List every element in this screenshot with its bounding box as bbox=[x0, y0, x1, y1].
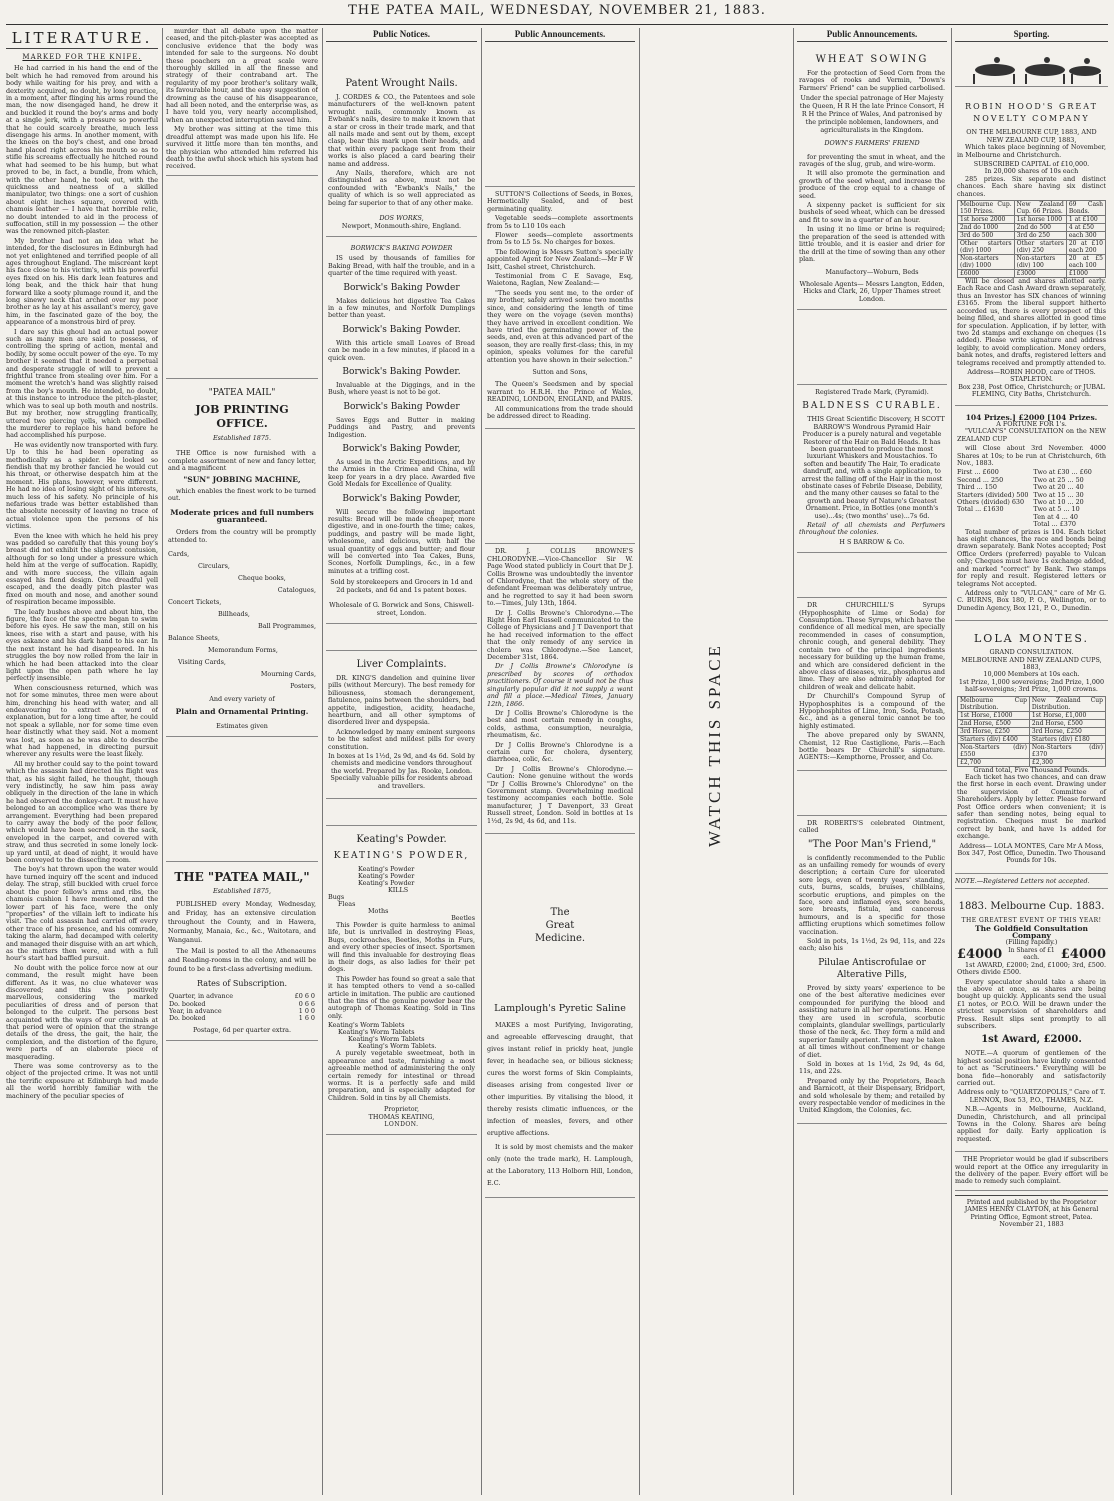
downs-text: In using it no lime or brine is required; the preparation of the seed is attended with little trouble, and it is easier and drier for the drill at the time of sowing than any other plan. bbox=[799, 225, 945, 263]
nails-text: Any Nails, therefore, which are not distinguished as above, must not be confounded with "Ewbank's Nails," the quality of which is so well appreciated as being far superior to that of any other make. bbox=[328, 169, 475, 207]
section-heading-literature: LITERATURE. bbox=[6, 28, 158, 49]
keating-name: THOMAS KEATING, bbox=[368, 1112, 435, 1121]
wheat-text: For the protection of Seed Corn from the ravages of rooks and Vermin, "Down's Farmers' Friend" can be supplied carbolised. bbox=[799, 69, 945, 92]
lola-members: 10,000 Members at 10s each. bbox=[983, 670, 1080, 679]
sutton-text: The following is Messrs Sutton's specially appointed Agent for New Zealand:—Mr F W Isitt, Cashel street, Christchurch. bbox=[487, 247, 633, 271]
job-item: Balance Sheets, bbox=[168, 634, 220, 643]
story-paragraph: murder that all debate upon the matter ceased, and the pitch-plaster was accepted as conclusive evidence that the body was intended for sale to the surgeons. No doubt these poachers on a great scale were thoroughly skilled in all the finesse and strategy of their contraband art. The regularity of my poor brother's solitary walk, its favourable hour, and the easy suggestion of drowning as the cause of his disappearance, had all been noted, and the enterprise was, as I have told you, very nearly accomplished, when an unexpected interruption saved him. bbox=[166, 28, 318, 124]
column-rule bbox=[793, 28, 794, 1495]
dos-works: DOS WORKS, bbox=[379, 214, 424, 223]
liver-text: In boxes at 1s 1½d, 2s 9d, and 4s 6d. Sold by chemists and medicine vendors throughout the world. Prepared by Jas. Rooke, London. Specially valuable pills for residents abroad and travellers. bbox=[328, 751, 475, 790]
story-title: MARKED FOR THE KNIFE. bbox=[22, 53, 142, 61]
pilulae-text: Sold in boxes at 1s 1½d, 2s 9d, 4s 6d, 11s, and 22s. bbox=[799, 1059, 945, 1076]
downs-text: A sixpenny packet is sufficient for six bushels of seed wheat, which can be dressed and fit to sow in a quarter of an hour. bbox=[799, 201, 945, 224]
cup-company: The Goldfield Consultation Company bbox=[975, 923, 1088, 941]
prize-row: Other starters (div) 1000 Other starters (div) 250 20 at £10 each 200 bbox=[958, 240, 1106, 255]
sutton-sons: Sutton and Sons, bbox=[532, 367, 588, 376]
keating-worm: Keating's Worm Tablets bbox=[328, 1021, 405, 1030]
prize-row: Non-Starters (div) £550 Non-Starters (div) £370 bbox=[958, 743, 1106, 758]
lola-prizes: 1st Prize, 1,000 sovereigns; 2nd Prize, 1,000 half-sovereigns; 3rd Prize, 1,000 crowns. bbox=[958, 677, 1105, 694]
keating-ad bbox=[326, 825, 477, 1135]
column-announcements-2 bbox=[797, 28, 947, 1495]
job-moderate: Moderate prices and full numbers guaranteed. bbox=[170, 507, 314, 524]
borwick-block-text: With this article small Loaves of Bread can be made in a few minutes, if placed in a quick oven. bbox=[328, 338, 475, 362]
churchill-ad bbox=[797, 597, 947, 771]
vulcan-address: Address only to "VULCAN," care of Mr G. C. BURNS, Box 180, P. O., Wellington, or to Dunedin Agency, Box 121, P. O., Dunedin. bbox=[957, 588, 1106, 612]
dos-place: Newport, Monmouth-shire, England. bbox=[341, 221, 462, 230]
liver-text: DR. KING'S dandelion and quinine liver pills (without Mercury). The best remedy for biliousness, stomach derangement, flatulence, pains between the shoulders, bad appetite, indigestion, acidity, headache, heartburn, and all other symptoms of disordered liver and dyspepsia. bbox=[328, 673, 475, 727]
vulcan-prize: Starters (divided) 500 bbox=[957, 490, 1029, 499]
robin-capital: SUBSCRIBED CAPITAL of £10,000. bbox=[973, 160, 1090, 169]
imprint-text: Printed and published by the Proprietor JAMES HENRY CLAYTON, at his General Printing Office, Egmont street, Patea. bbox=[964, 1197, 1099, 1221]
rate-row: Quarter, in advance £0 6 0 bbox=[169, 992, 315, 1001]
job-item: Posters, bbox=[290, 682, 316, 691]
sutton-text: Testimonial from C E Savage, Esq, Waietona, Raglan, New Zealand:— bbox=[487, 272, 633, 288]
churchill-text: The above prepared only by SWANN, Chemist, 12 Rue Castiglione, Paris.—Each bottle bears Dr Churchill's signature. AGENTS:—Kempthorne, Prosser, and Co. bbox=[799, 731, 945, 762]
lola-on: MELBOURNE AND NEW ZEALAND CUPS, 1883, bbox=[961, 655, 1102, 671]
collis-ad bbox=[485, 543, 635, 834]
blank-space bbox=[166, 178, 318, 378]
vulcan-prize: First ... £600 bbox=[957, 468, 999, 477]
lamplough-text: MAKES a most Purifying, Invigorating, and agreeable effervescing draught, that gives instant relief in prickly heat, jungle fever, in headache sea, or bilious sickness; cures the worst forms of Skin Complaints, diseases arising from congested liver or other impurities. By vitalising the blood, it thereby resists climatic influences, or the infection of measles, fevers, and other eruptive affections. bbox=[487, 1021, 633, 1137]
patea-mail-filed: The Mail is posted to all the Athenaeums and Reading-rooms in the colony, and will be found to be a first-class advertising medium. bbox=[168, 946, 316, 973]
section-heading-sporting: Sporting. bbox=[955, 28, 1108, 42]
racehorses-engraving bbox=[955, 48, 1108, 87]
keating-line: Keating's Powder bbox=[358, 879, 415, 887]
borwick-block-text: Saves Eggs and Butter in making Puddings and Pastry, and prevents Indigestion. bbox=[328, 415, 475, 439]
borwick-ad bbox=[326, 241, 477, 624]
prize-row: 1st Horse, £1000 1st Horse, £1,000 bbox=[958, 711, 1106, 719]
downs-wholesale: Wholesale Agents— Messrs Langton, Edden, Hicks and Clark, 26, Upper Thames street London. bbox=[799, 279, 945, 303]
vulcan-prize: Third ... 150 bbox=[957, 483, 997, 492]
goldfield-ad bbox=[955, 893, 1108, 1152]
job-estimates: Estimates given bbox=[216, 722, 268, 730]
collis-text: Dr J Collis Browne's Chlorodyne is a certain cure for cholera, dysentery, diarrhoea, colic, &c. bbox=[487, 740, 633, 764]
wheat-patron: Under the special patronage of Her Majesty the Queen, H R H the late Prince Consort, H R H the Prince of Wales, And patronised by the principle noblemen, landowners, and agriculturalists in the Kingdom. bbox=[799, 94, 945, 135]
story-paragraph: There was some controversy as to the object of the projected crime. It was not until the terrific exposure at Edinburgh had made all the world horribly familiar with the machinery of the peculiar species of bbox=[6, 1062, 158, 1100]
imprint bbox=[955, 1195, 1108, 1229]
cup-shares: In Shares of £1 each. bbox=[1008, 946, 1055, 962]
job-item: Memorandum Forms, bbox=[208, 646, 278, 655]
liver-title: Liver Complaints. bbox=[356, 658, 447, 670]
keating-line: Keating's Powder bbox=[358, 872, 415, 880]
robin-draw: Will be closed and shares allotted early. Each Race and Cash Award drawn separately, thus an Investor has SIX chances of winning £3165. From the liberal support hitherto accorded us, there is every prospect of this being filled, and shares allotted in good time for speculation. Application, if by letter, with two 2d stamps and exchange on cheques (1s added). Please write signature and address legibly, to avoid complication. Money orders, bank notes, and drafts, registered letters and telegrams received and promptly attended to. bbox=[957, 277, 1106, 367]
column-announcements bbox=[485, 28, 635, 1495]
sutton-text: The Queen's Seedsmen and by special warrant to H.R.H. the Prince of Wales, READING, LONDON, ENGLAND, and PARIS. bbox=[487, 380, 633, 404]
robin-hood-ad bbox=[955, 93, 1108, 405]
job-intro: THE Office is now furnished with a complete assortment of new and fancy letter, and a magnificent bbox=[168, 449, 316, 472]
collis-text: Dr J Collis Browne's Chlorodyne is the best and most certain remedy in coughs, colds, asthma, consumption, neuralgia, rheumatism, &c. bbox=[487, 708, 633, 740]
borwick-head: BORWICK'S BAKING POWDER bbox=[350, 243, 453, 252]
column-two bbox=[166, 28, 318, 1495]
blank-space bbox=[166, 741, 318, 861]
award-nb: N.B.—Agents in Melbourne, Auckland, Dunedin, Christchurch, and all principal Towns in the Colony. Shares are being applied for daily. Early application is requested. bbox=[957, 1105, 1106, 1143]
column-literature bbox=[6, 28, 158, 1495]
downs-text: It will also promote the germination and growth of the seed wheat, and increase the produce of the crop equal to a change of seed. bbox=[799, 169, 945, 200]
prize-row: 3rd do 500 3rd do 250 each 300 bbox=[958, 232, 1106, 240]
baldness-sold: Retail of all chemists and Perfumers throughout the colonies. bbox=[799, 521, 945, 537]
patea-mail-text: PUBLISHED every Monday, Wednesday, and Friday, has an extensive circulation throughout the County, and in Hawera, Normanby, Manaia, &c., &c., Waitotara, and Wanganui. bbox=[168, 899, 316, 944]
prize-row: £6000 £3000 £1000 bbox=[958, 270, 1106, 278]
robin-prize-table bbox=[957, 200, 1106, 278]
pilulae-text: Proved by sixty years' experience to be one of the best alterative medicines ever compounded for purifying the blood and assisting nature in all her operations. Hence they are used in scrofula, scorbutic complaints, glandular swellings, particularly those of the neck, &c. They form a mild and superior family aperient. They may be taken at all times without confinement or change of diet. bbox=[799, 983, 945, 1059]
robin-sub: ON THE MELBOURNE CUP, 1883, AND NEW ZEALAND CUP, 1883, bbox=[966, 128, 1097, 144]
proprietor-note: THE Proprietor would be glad if subscribers would report at the Office any irregularity in the delivery of the paper. Every effort will be made to remedy such complaint. bbox=[955, 1156, 1108, 1191]
lola-address: Address— LOLA MONTES, Care Mr A Moss, Box 347, Post Office, Dunedin. Two Thousand Pounds for 10s. bbox=[957, 841, 1106, 865]
lola-title: LOLA MONTES. bbox=[974, 632, 1089, 646]
vulcan-bond: Two at 15 ... 30 bbox=[1033, 490, 1084, 499]
prize-row: 3rd Horse, £250 3rd Horse, £250 bbox=[958, 727, 1106, 735]
job-machine: "SUN" JOBBING MACHINE, bbox=[183, 475, 301, 485]
vulcan-prize: Second ... 250 bbox=[957, 475, 1004, 484]
keating-line: KILLS bbox=[388, 886, 409, 894]
vulcan-prize: Total ... £1630 bbox=[957, 505, 1004, 514]
downs-mfr: Manufactory—Woburn, Beds bbox=[825, 268, 919, 277]
baldness-tm: Registered Trade Mark, (Pyramid). bbox=[815, 387, 929, 396]
sutton-text: "The seeds you sent me, to the order of my brother, safely arrived some two months since, and considering the length of time they were on the voyage (seven months) they have arrived in excellent condition. We have tried the germinating power of the seeds, and, even at this advanced part of the season, they are really first-class; this, in my opinion, speaks volumes for the careful attention you have shown in their selection." bbox=[487, 288, 633, 364]
borwick-block-text: Makes delicious hot digestive Tea Cakes in a few minutes, and Norfolk Dumplings better than yeast. bbox=[328, 296, 475, 320]
keating-place: LONDON. bbox=[384, 1120, 419, 1128]
keating-text: This Powder has found so great a sale that it has tempted others to vend a so-called article in imitation. The public are cautioned that the tins of the genuine powder bear the autograph of Thomas Keating. Sold in Tins only. bbox=[328, 974, 475, 1020]
story-paragraph: Even the knee with which he held his prey was padded so carefully that this young boy's breast did not exhibit the slightest contusion, although for so long under a pressure which held him at the verge of suffocation. Rapidly, and with more success, the villain again essayed his fiend design. One dreadful yell escaped, and the deadly pitch plaster was fixed on mouth and nose, and another sound of respiration became impossible. bbox=[6, 531, 158, 607]
column-rule bbox=[481, 28, 482, 1495]
cup-filling: (Filling rapidly.) bbox=[1005, 938, 1058, 947]
nails-ad bbox=[326, 70, 477, 237]
prize-row: 2nd do 1000 2nd do 500 4 at £50 bbox=[958, 224, 1106, 232]
vulcan-title: "VULCAN'S" CONSULTATION on the NEW ZEALAND CUP bbox=[957, 427, 1106, 443]
story-paragraph: All my brother could say to the point toward which the assassin had directed his flight was that, as his sight failed, he thought, though very indistinctly, he saw him pass away obliquely in the direction of the lane in which he had observed the donkey-cart. It must have belonged to an accomplice who was there by arrangement. Everything had been prepared to carry away the body of the poor fellow, which would have been secreted in the sack, enveloped in the carpet, and covered with straw, and thus secreted in some lonely lock-up yard until, at dead of night, it would have been conveyed to the dissecting room. bbox=[6, 759, 158, 865]
award-address: Address only to "QUARTZOPOLIS," Care of T. LENNOX, Box 53, P.O., THAMES, N.Z. bbox=[957, 1088, 1106, 1104]
lola-prize-table bbox=[957, 696, 1106, 767]
vulcan-prize: Others (divided) 630 bbox=[957, 498, 1025, 507]
rates-title: Rates of Subscription. bbox=[196, 978, 288, 988]
downs-text: for preventing the smut in wheat, and the ravages of the slug, grub, and wire-worm. bbox=[799, 152, 945, 169]
job-machine-sub: which enables the finest work to be turned out. bbox=[168, 486, 316, 503]
cup-amount: £4000 bbox=[1060, 946, 1106, 962]
job-item: Billheads, bbox=[218, 610, 250, 619]
patea-mail-title: THE "PATEA MAIL," bbox=[174, 870, 310, 885]
job-item: Cards, bbox=[168, 550, 190, 559]
lamplough-text: It is sold by most chemists and the maker only (note the trade mark), H. Lamplough, at the Laboratory, 113 Holborn Hill, London, E.C. bbox=[487, 1143, 633, 1187]
job-item: Mourning Cards, bbox=[260, 670, 316, 679]
borwick-block-text: Will secure the following important results: Bread will be made cheaper, more digestive, and in one-fourth the time; cakes, puddings, and pastry will be made light, wholesome, and delicious, with half the usual quantity of eggs and butter; and flour will be converted into Tea Cakes, Buns, Scones, Norfolk Dumplings, &c., in a few minutes at a trifling cost. bbox=[328, 507, 475, 575]
poor-title: "The Poor Man's Friend," bbox=[807, 838, 937, 850]
story-paragraph: He had carried in his hand the end of the belt which he had removed from around his body while waiting for his prey, and with a dexterity acquired, no doubt, by long practice, in a moment, after flinging his arms round the man, the now disengaged hand, he drew it and buckled it round the boy's arms and body at a single jerk, with a pressure so powerful that he could scarcely breathe, much less disengage his arms. In another moment, with the knees on the boy's chest, and one broad hand placed right across his mouth so as to stifle his screams effectually he hitched round what had seemed to be his hump, but what proved to be, in fact, a bundle, from which, with the other hand, he took out, with the quickness and neatness of a skilled manipulator, two things: one a sort of cushion about eight inches square, covered with chamois leather — I have that horrible relic, no doubt intended to aid in the process of suffocation, still in my possession — the other was the renowned pitch-plaster. bbox=[6, 64, 158, 236]
liver-ad bbox=[326, 650, 477, 799]
nails-text: J. CORDES & CO., the Patentees and sole manufacturers of the well-known patent wrought nails, commonly known as Ewbank's nails, desire to make it known that a star or cross in their trade mark, and that all nails made and sent out by them, except clasp, bear this mark upon their heads, and that within every package sent from their works is also placed a card bearing their name and address. bbox=[328, 93, 475, 168]
collis-text: Dr J Collis Browne's Chlorodyne.—Caution: None genuine without the words "Dr J Collis Browne's Chlorodyne" on the Government stamp. Overwhelming medical testimony accompanies each bottle. Sole manufacturer, J T Davenport, 33 Great Russell street, London. Sold in bottles at 1s 1½d, 2s 9d, 4s 6d, and 11s. bbox=[487, 764, 633, 825]
story-paragraph: I dare say this ghoul had an actual power such as many men are said to possess, of controlling the spring of action, mental and bodily, by some occult power of the eye. To my brother it seemed that it needed a perpetual and desperate struggle of will to prevent a frightful trance from stealing over him. For a moment the wretch's hand was slightly raised from the boy's mouth. He intended, no doubt, at this instance to introduce the pitch-plaster, which was to seal up both mouth and nostrils. But my brother, now struggling frantically, uttered two piercing yells, which compelled the murderer to replace his hand before he had accomplished his purpose. bbox=[6, 327, 158, 440]
baldness-ad bbox=[797, 384, 947, 553]
job-item: Circulars, bbox=[198, 562, 230, 571]
sutton-text: Flower seeds—complete assortments from 5s to L5 5s. No charges for boxes. bbox=[487, 231, 633, 247]
robin-shares: In 20,000 shares of 10s each bbox=[984, 167, 1079, 176]
borwick-sold: Sold by storekeepers and Grocers in 1d and 2d packets, and 6d and 1s patent boxes. bbox=[330, 578, 473, 594]
collis-text: Dr J Collis Browne's Chlorodyne is prescribed by scores of orthodox practitioners. Of course it would not be thus singularly popular did it not supply a want and fill a place.—Medical Times, January 12th, 1866. bbox=[487, 662, 633, 708]
poor-sold: Sold in pots, 1s 1½d, 2s 9d, 11s, and 22s each; also his bbox=[799, 937, 945, 953]
vulcan-fortune: A FORTUNE FOR 1's. bbox=[996, 419, 1067, 428]
keating-worm: Keating's Worm Tablets. bbox=[358, 1042, 437, 1051]
column-rule bbox=[322, 28, 323, 1495]
rate-row: Do. booked 0 6 6 bbox=[169, 999, 315, 1008]
churchill-text: DR CHURCHILL'S Syrups (Hypophosphite of Lime or Soda) for Consumption. These Syrups, which have the confidence of all medical men, are specially recommended in cases of consumption, chronic cough, and general debility. They contain two of the principal ingredients necessary for building up the human frame, and which are considered deficient in the above class of diseases, viz., phosphorus and lime. They are also admirably adapted for children of weak and delicate habit. bbox=[799, 601, 945, 691]
vulcan-text: will Close about 3rd November. 4000 Shares at 10s; to be run at Christchurch, 6th Nov., 1883. bbox=[957, 444, 1106, 467]
liver-text: Acknowledged by many eminent surgeons to be the safest and mildest pills for every constitution. bbox=[328, 727, 475, 751]
story-paragraph: The boy's hat thrown upon the water would have turned inquiry off the scent and induced delay. The strap, still buckled with cruel force about the poor fellow's arms and ribs, the chamois cushion I have mentioned, and the lower part of his face, were the only "properties" of the villain left to indicate his visit. The cold assassin had carried off every other trace of his presence, and his comrade, taking the alarm, had decamped with celerity and managed their disguise with an art which, as the matters then were, and with a full hour's start had baffled pursuit. bbox=[6, 865, 158, 963]
borwick-block-title: Borwick's Baking Powder. bbox=[342, 366, 461, 377]
story-paragraph: My brother had not an idea what he intended, for the disclosures in Edinburgh had not yet enlightened and terrified people of all ages throughout England. The miscreant kept his face close to his victim's, with his powerful eyes fixed on his. His dark lean features and long beak, and the thick hair that hung forward like a sooty plumage round it, and the long sinewy neck that arched over my poor brother as he lay at his assailant's mercy, gave him, in the fascinated gaze of the boy, the appearance of a monstrous bird of prey. bbox=[6, 236, 158, 327]
award-text: NOTE.—A quorum of gentlemen of the highest social position have kindly consented to act as "Scrutineers." Everything will be bona fide—honorably and satisfactorily carried out. bbox=[957, 1049, 1106, 1087]
keating-line: Bugs bbox=[328, 893, 345, 901]
keating-worm: Keating's Worm Tablets bbox=[338, 1028, 415, 1037]
baldness-title: BALDNESS CURABLE. bbox=[802, 401, 942, 412]
prize-row: 1st horse 2000 1st horse 1000 1 at £100 bbox=[958, 216, 1106, 224]
vulcan-banner: 104 Prizes.] £2000 [104 Prizes. bbox=[965, 412, 1098, 422]
prize-row: Melbourne Cup Distribution. New Zealand Cup Distribution. bbox=[958, 696, 1106, 711]
keating-title: Keating's Powder. bbox=[356, 834, 447, 845]
story-paragraph: He was evidently now transported with fury. Up to this he had been operating as methodically as a spider. He looked so fiendish that my brother fancied he would cut his throat, or otherwise despatch him at the moment. His plans, however, were different. He had no idea of losing sight of his interests, much less of his safety. No principle of his nefarious trade was better established than the absolute necessity of leaving no trace of actual violence upon the persons of his victims. bbox=[6, 440, 158, 531]
cup-amount: £4000 bbox=[957, 946, 1003, 962]
job-item: Visiting Cards, bbox=[178, 658, 226, 667]
cup-text: Every speculator should take a share in the above at once, as shares are being bought up quickly. Applicants send the usual £1 notes, or P.O.O. Will be drawn under the strictest supervision of shareholders and Press. Result slips sent promptly to all subscribers. bbox=[957, 977, 1106, 1030]
keating-line: Moths bbox=[368, 907, 389, 915]
prize-row: £2,700 £2,300 bbox=[958, 758, 1106, 766]
job-title: JOB PRINTING OFFICE. bbox=[195, 402, 289, 430]
cup-event: THE GREATEST EVENT OF THIS YEAR! bbox=[961, 917, 1102, 925]
poor-text: is confidently recommended to the Public as an unfailing remedy for wounds of every description; a certain Cure for ulcerated sore legs, even of twenty years' standing, cuts, burns, scalds, bruises, chilblains, scorbutic eruptions, and pimples on the face, sore and inflamed eyes, sore heads, sore breasts, fistula, and cancerous humours, and is a specific for those afflicting eruptions which sometimes follow vaccination. bbox=[799, 853, 945, 936]
cup-title: 1883. Melbourne Cup. 1883. bbox=[958, 901, 1105, 913]
churchill-text: Dr Churchill's Compound Syrup of Hypophosphites is a compound of the Hypophosphites of Lime, Iron, Soda, Potash, &c., and as a general tonic cannot be too highly estimated. bbox=[799, 692, 945, 730]
borwick-block-title: Borwick's Baking Powder, bbox=[342, 444, 461, 454]
vulcan-info: Total number of prizes is 104. Each ticket has eight chances, the race and bonds being drawn separately. Bank Notes accepted; Post Office Orders (preferred) payable to Vulcan only; Cheques must have 1s exchange added, and marked "correct" by Bank. Two stamps for reply and result. Registered letters or telegrams Not accepted. bbox=[957, 527, 1106, 588]
masthead: THE PATEA MAIL, WEDNESDAY, NOVEMBER 21, 1883. bbox=[348, 3, 766, 18]
baldness-text: THIS Great Scientific Discovery, H SCOTT BARROW'S Wondrous Pyramid Hair Producer is a purely natural and vegetable Restorer of the Hair on Bald Heads. It has been guaranteed to produce the most luxuriant Whiskers and Moustachios. To soften and beautify The Hair, To eradicate dandruff, and, with a single application, to arrest the falling off of the Hair in the most obstinate cases of Febrile Disease, Debility, and the many other causes so fatal to the growth and beauty of Nature's Greatest Ornament. Price, in Bottles (one month's use)...4s; (two months' use)...7s 6d. bbox=[801, 415, 945, 520]
rates-table bbox=[168, 993, 316, 1023]
borwick-block-title: Borwick's Baking Powder, bbox=[342, 493, 461, 504]
vulcan-ad bbox=[955, 410, 1108, 622]
borwick-block-title: Borwick's Baking Powder bbox=[343, 401, 460, 412]
sutton-ad bbox=[485, 186, 635, 429]
registered-note: NOTE.—Registered Letters not accepted. bbox=[955, 878, 1108, 889]
vulcan-bond: Two at 5 ... 10 bbox=[1033, 505, 1080, 514]
keating-worm: Keating's Worm Tablets bbox=[348, 1035, 425, 1044]
job-item: Concert Tickets, bbox=[168, 598, 222, 607]
robin-text: Which takes place beginning of November, in Melbourne and Christchurch. bbox=[957, 143, 1106, 159]
prize-row: 2nd Horse, £500 2nd Horse, £500 bbox=[958, 719, 1106, 727]
prize-row: Starters (div) £400 Starters (div) £180 bbox=[958, 735, 1106, 743]
job-variety: And every variety of bbox=[209, 695, 275, 704]
great-medicine: The Great Medicine. bbox=[534, 907, 586, 944]
column-rule bbox=[162, 28, 163, 1495]
keating-line: Fleas bbox=[338, 900, 356, 908]
vulcan-bond: Two at 25 ... 50 bbox=[1033, 475, 1084, 484]
pilulae-text: Prepared only by the Proprietors, Beach and Barnicott, at their Dispensary, Bridport, and sold wholesale by them; and retailed by every respectable vendor of medicines in the United Kingdom, the Colonies, &c. bbox=[799, 1076, 946, 1115]
lola-sub: GRAND CONSULTATION. bbox=[989, 648, 1074, 657]
story-paragraph: My brother was sitting at the time this dreadful attempt was made upon his life. He survived it little more than ten months, and the physician who attended him referred his death to the awful shock which his system had received. bbox=[166, 126, 318, 175]
keating-worm-text: A purely vegetable sweetmeat, both in appearance and taste, furnishing a most agreeable method of administering the only certain remedy for intestinal or thread worms. It is a perfectly safe and mild preparation, and is especially adapted for Children. Sold in tins by all Chemists. bbox=[328, 1049, 475, 1102]
sutton-text: All communications from the trade should be addressed direct to Reading. bbox=[487, 404, 633, 420]
vulcan-bond: Total ... £370 bbox=[1033, 520, 1076, 529]
job-plain: Plain and Ornamental Printing. bbox=[175, 706, 309, 716]
keating-head: KEATING'S POWDER, bbox=[333, 851, 470, 861]
section-heading-announcements: Public Announcements. bbox=[485, 28, 635, 42]
prize-row: Non-starters (div) 1000 Non-starters (div) 100 20 at £5 each 100 bbox=[958, 255, 1106, 270]
borwick-intro: IS used by thousands of families for Baking Bread, with half the trouble, and in a quarter of the time required with yeast. bbox=[328, 254, 475, 278]
robin-address: Address—ROBIN HOOD, care of THOS. STAPLETON. bbox=[967, 367, 1096, 384]
watch-this-space bbox=[660, 643, 770, 847]
borwick-block-title: Borwick's Baking Powder bbox=[343, 282, 460, 293]
section-heading-notices: Public Notices. bbox=[326, 28, 477, 42]
sutton-text: SUTTON'S Collections of Seeds, in Boxes, Hermetically Sealed, and of best germinating quality. bbox=[487, 190, 633, 213]
keating-text: This Powder is quite harmless to animal life, but is unrivalled in destroying Fleas, Bugs, cockroaches, Beetles, Moths in Furs, and every other species of insect. Sportsmen will find this invaluable for destroying fleas in their dogs, as also ladies for their pet dogs. bbox=[328, 921, 475, 974]
lola-montes-ad bbox=[955, 625, 1108, 874]
award-title: 1st Award, £2000. bbox=[981, 1034, 1082, 1046]
job-orders: Orders from the country will be promptly attended to. bbox=[168, 528, 316, 544]
collis-text: Dr J. Collis Browne's Chlorodyne.—The Right Hon Earl Russell communicated to the College of Physicians and J T Davenport that he had received information to the effect that the only remedy of any service in cholera was Chlorodyne.—See Lancet, December 31st, 1864. bbox=[487, 608, 633, 662]
robin-box: Box 238, Post Office, Christchurch; or JUBAL FLEMING, City Baths, Christchurch. bbox=[958, 382, 1105, 399]
sutton-text: Vegetable seeds—complete assortments from 5s to L10 10s each bbox=[487, 214, 633, 230]
borwick-block-text: As used in the Arctic Expeditions, and by the Armies in the Crimea and China, will keep for years in a dry place. Awarded five Gold Medals for Excellence of Quality. bbox=[328, 458, 475, 489]
watch-this-space-text: WATCH THIS SPACE bbox=[705, 643, 724, 847]
lamplough-title: Lamplough's Pyretic Saline bbox=[494, 1003, 626, 1014]
poor-mans-friend-ad bbox=[797, 815, 947, 1124]
column-sporting bbox=[955, 28, 1108, 1495]
patea-mail-established: Established 1875, bbox=[212, 887, 272, 896]
rate-row: Do. booked 1 6 0 bbox=[169, 1014, 315, 1023]
job-printing-ad bbox=[166, 378, 318, 738]
patea-mail-ad bbox=[166, 861, 318, 1041]
rate-row: Year, in advance 1 0 0 bbox=[169, 1007, 315, 1016]
robin-prizes: 285 prizes. Six separate and distinct chances. Each share having six distinct chances. bbox=[957, 174, 1106, 198]
keating-line: Keating's Powder bbox=[358, 865, 415, 873]
vulcan-bond: Two at 10 ... 20 bbox=[1033, 498, 1084, 507]
prize-row: Melbourne Cup. 150 Prizes. New Zealand Cup. 66 Prizes. 69 Cash Bonds. bbox=[958, 201, 1106, 216]
nails-title: Patent Wrought Nails. bbox=[345, 78, 458, 89]
keating-prop: Proprietor, bbox=[384, 1105, 419, 1114]
column-rule bbox=[951, 28, 952, 1495]
lola-text: Each ticket has two chances, and can draw the first horse in each event. Drawing under the supervision of Committee of Shareholders. Apply by letter. Please forward Post Office orders when convenient; it is safer than sending notes, being equal to registration. Cheques must be marked correct by bank, and have 1s added for exchange. bbox=[957, 772, 1106, 841]
rates-postage: Postage, 6d per quarter extra. bbox=[193, 1025, 291, 1034]
great-medicine-ad bbox=[485, 898, 635, 1198]
section-heading-announcements-2: Public Announcements. bbox=[797, 28, 947, 42]
story-paragraph: The leafy bushes above and about him, the figure, the face of the spectre began to swim before his eyes. He saw the man, still on his knees, rise with a start and pause, with his eyes askance and his dark hand to his ear. In the next instant he had disappeared. In his struggles the boy now rolled from the lair in which he had been attacked into the clear light upon the open path where he lay perfectly insensible. bbox=[6, 607, 158, 683]
downs-title: DOWN'S FARMERS' FRIEND bbox=[824, 139, 920, 148]
wheat-title: WHEAT SOWING bbox=[815, 54, 929, 65]
borwick-block-title: Borwick's Baking Powder. bbox=[342, 324, 461, 335]
lola-total: Grand total, Five Thousand Pounds. bbox=[973, 765, 1090, 774]
story-paragraph: No doubt with the police force now at our command, the result might have been different. As it was, no clue whatever was discovered; and this was positively marvellous, considering the marked peculiarities of dress and of person that belonged to the culprit. The persons best acquainted with the ways of our criminals at that period were of opinion that the strange details of the dress, the gait, the hair, the complexion, and the distortion of the figure, were parts of an elaborate piece of masquerading. bbox=[6, 963, 158, 1061]
imprint-date: November 21, 1883 bbox=[999, 1220, 1064, 1229]
job-item: Catalogues, bbox=[277, 586, 316, 595]
vulcan-bond: Two at 20 ... 40 bbox=[1033, 483, 1084, 492]
wheat-ad bbox=[797, 46, 947, 310]
job-established: Established 1875. bbox=[212, 433, 272, 442]
job-item: Ball Programmes, bbox=[258, 622, 316, 631]
pilulae-title: Pilulae Antiscrofulae or Alterative Pills, bbox=[818, 957, 926, 980]
vulcan-bond: Ten at 4 ... 40 bbox=[1033, 512, 1078, 521]
column-public-notices bbox=[326, 28, 477, 1495]
collis-text: DR. J. COLLIS BROWNE'S CHLORODYNE.—Vice-Chancellor Sir W. Page Wood stated publicly in Court that Dr J. Collis Browne was undoubtedly the inventor of Chlorodyne, that the whole story of the defendant Freeman was deliberately untrue, and he regretted to say it had been sworn to.—Times, July 13th, 1864. bbox=[487, 547, 633, 608]
baldness-co: H S BARROW & Co. bbox=[839, 537, 905, 546]
job-item: Cheque books, bbox=[238, 574, 286, 583]
vulcan-bond: Two at £30 ... £60 bbox=[1033, 468, 1092, 477]
borwick-wholesale: Wholesale of G. Borwick and Sons, Chiswell-street, London. bbox=[329, 601, 474, 617]
keating-line: Beetles bbox=[451, 914, 475, 922]
column-rule bbox=[639, 28, 640, 1495]
poor-intro: DR ROBERTS'S celebrated Ointment, called bbox=[799, 818, 945, 835]
borwick-block-text: Invaluable at the Diggings, and in the Bush, where yeast is not to be got. bbox=[328, 380, 475, 397]
job-quote: "PATEA MAIL" bbox=[208, 387, 276, 398]
cup-award: 1st AWARD, £2000; 2nd, £1000; 3rd, £500. Others divide £500. bbox=[957, 960, 1106, 977]
robin-title: ROBIN HOOD'S GREAT NOVELTY COMPANY bbox=[965, 102, 1098, 124]
masthead-rule bbox=[6, 24, 1108, 25]
story-paragraph: When consciousness returned, which was not for some minutes, three men were about him, drenching his head with water, and all endeavouring to extract a word of explanation, but for a long time after, he could not speak a syllable, nor for some time even hear distinctly what they said. Not a moment was lost, as soon as he was able to describe what had happened, in directing pursuit wherever any results were the least likely. bbox=[6, 683, 158, 759]
